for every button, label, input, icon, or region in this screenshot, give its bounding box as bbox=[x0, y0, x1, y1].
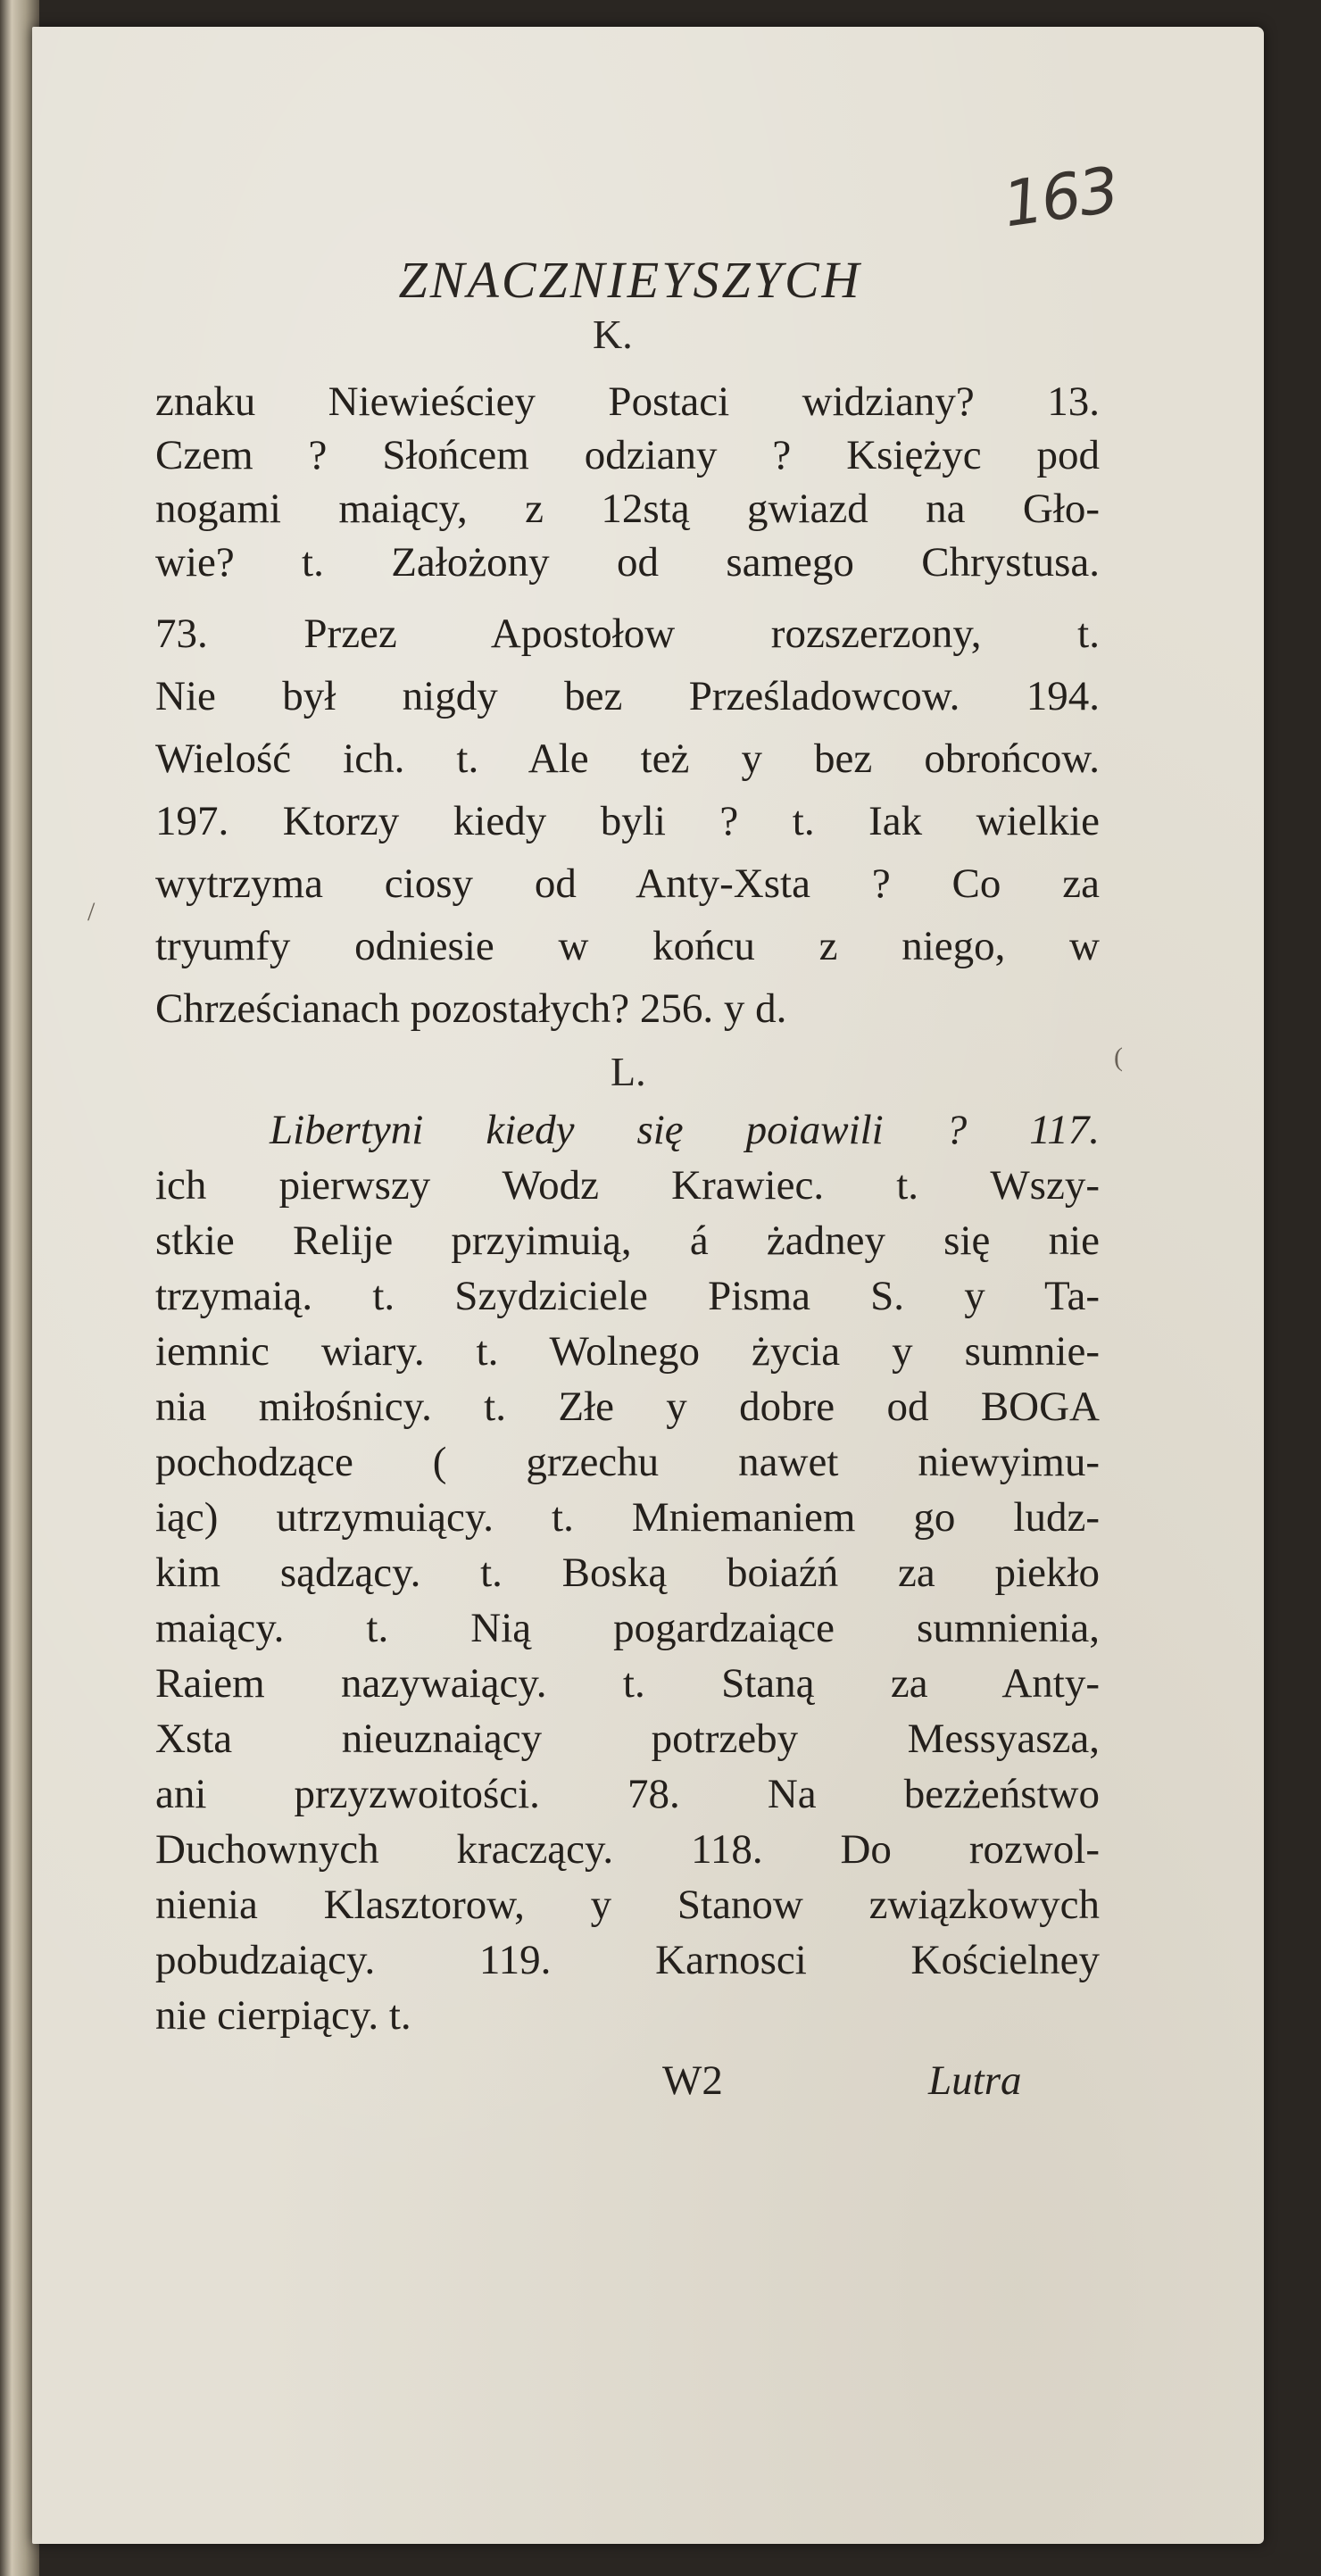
text-line: nienia Klasztorow, y Stanow związkowych bbox=[155, 1882, 1100, 1928]
text-line: ich pierwszy Wodz Krawiec. t. Wszy- bbox=[155, 1162, 1100, 1209]
margin-mark: / bbox=[87, 897, 96, 927]
text-line: Czem ? Słońcem odziany ? Księżyc pod bbox=[155, 432, 1100, 478]
text-line: Duchownych kraczący. 118. Do rozwol- bbox=[155, 1826, 1100, 1873]
margin-mark: ( bbox=[1114, 1043, 1123, 1072]
text-line: iemnic wiary. t. Wolnego życia y sumnie- bbox=[155, 1328, 1100, 1375]
text-line: znaku Niewieściey Postaci widziany? 13. bbox=[155, 378, 1100, 425]
signature-mark: W2 bbox=[662, 2057, 723, 2104]
text-line: wie? t. Założony od samego Chrystusa. bbox=[155, 539, 1100, 586]
book-page bbox=[32, 27, 1264, 2544]
text-line: Nie był nigdy bez Prześladowcow. 194. bbox=[155, 673, 1100, 719]
text-line: iąc) utrzymuiący. t. Mniemaniem go ludz- bbox=[155, 1494, 1100, 1541]
section-letter-k: K. bbox=[593, 312, 633, 357]
running-head: ZNACZNIEYSZYCH bbox=[398, 251, 862, 309]
text-line: Chrześcianach pozostałych? 256. y d. bbox=[155, 985, 787, 1032]
text-line: 73. Przez Apostołow rozszerzony, t. bbox=[155, 611, 1100, 657]
text-line: tryumfy odniesie w końcu z niego, w bbox=[155, 923, 1100, 969]
text-line: kim sądzący. t. Boską boiaźń za piekło bbox=[155, 1550, 1100, 1596]
section-letter-l: L. bbox=[611, 1049, 646, 1094]
text-line: stkie Relije przyimuią, á żadney się nie bbox=[155, 1217, 1100, 1264]
folio-number: 163 bbox=[998, 153, 1122, 242]
text-line: nia miłośnicy. t. Złe y dobre od BOGA bbox=[155, 1384, 1100, 1430]
text-line: trzymaią. t. Szydziciele Pisma S. y Ta- bbox=[155, 1273, 1100, 1319]
text-line: 197. Ktorzy kiedy byli ? t. Iak wielkie bbox=[155, 798, 1100, 844]
text-line: wytrzyma ciosy od Anty-Xsta ? Co za bbox=[155, 860, 1100, 907]
text-line: Wielość ich. t. Ale też y bez obrońcow. bbox=[155, 735, 1100, 782]
text-line: nie cierpiący. t. bbox=[155, 1992, 411, 2039]
text-line: pochodzące ( grzechu nawet niewyimu- bbox=[155, 1439, 1100, 1485]
text-line: maiący. t. Nią pogardzaiące sumnienia, bbox=[155, 1605, 1100, 1651]
catchword: Lutra bbox=[928, 2057, 1022, 2104]
text-line: nogami maiący, z 12stą gwiazd na Gło- bbox=[155, 486, 1100, 532]
text-line: Xsta nieuznaiący potrzeby Messyasza, bbox=[155, 1716, 1100, 1762]
text-line: pobudzaiący. 119. Karnosci Kościelney bbox=[155, 1937, 1100, 1983]
text-line: Raiem nazywaiący. t. Staną za Anty- bbox=[155, 1660, 1100, 1707]
text-line: Libertyni kiedy się poiawili ? 117. bbox=[270, 1107, 1100, 1153]
text-line: ani przyzwoitości. 78. Na bezżeństwo bbox=[155, 1771, 1100, 1817]
